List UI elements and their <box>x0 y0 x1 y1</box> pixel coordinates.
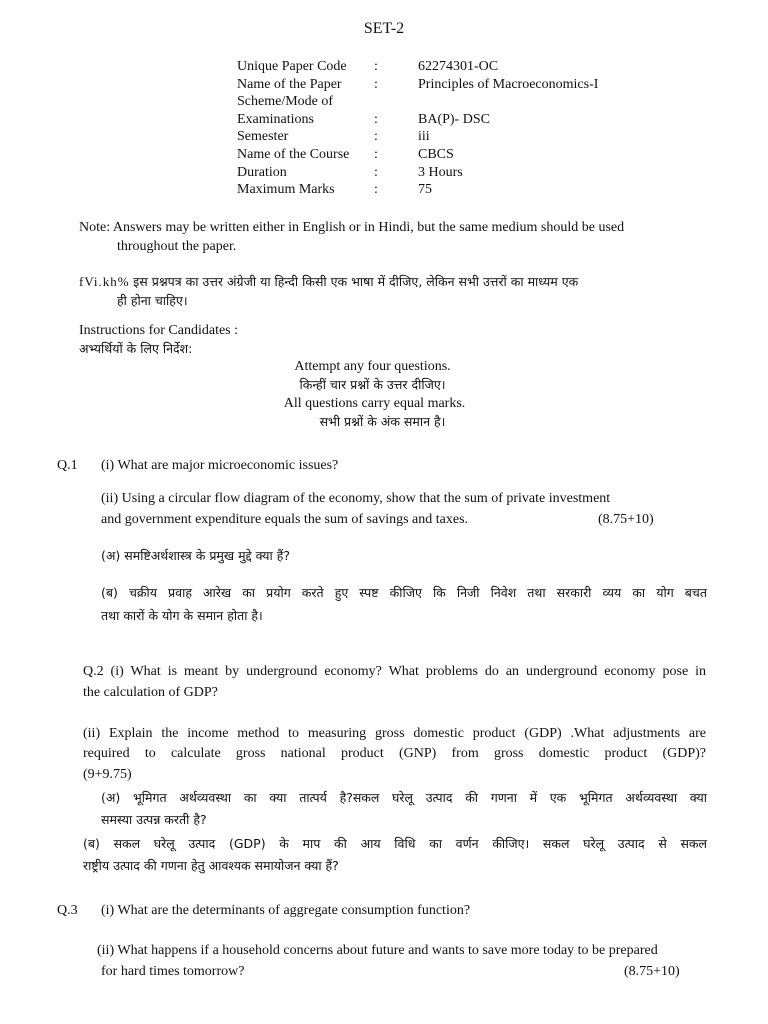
q1-hindi-part-b-line1 <box>101 584 707 602</box>
meta-label: Scheme/Mode of <box>237 94 334 110</box>
q2-part-ii-line1-text: (ii) Explain the income method to measuring gross domestic product (GDP) .What adjustments are <box>83 726 706 741</box>
instruction-equal-marks-hindi: सभी प्रश्नों के अंक समान है। <box>319 414 446 429</box>
meta-colon: : <box>374 182 378 198</box>
meta-colon: : <box>374 111 378 127</box>
q1-hindi-part-b-line2: तथा कारों के योग के समान होता है। <box>101 608 263 623</box>
q2-part-i-line1-text: Q.2 (i) What is meant by underground economy? What problems do an underground economy pose in <box>83 664 706 679</box>
meta-colon: : <box>374 59 378 74</box>
meta-value: BA(P)- DSC <box>418 111 490 127</box>
meta-label: Duration <box>237 164 287 180</box>
meta-label: Maximum Marks <box>237 182 335 198</box>
q2-part-i-line1 <box>83 663 706 681</box>
note-hindi-line1 <box>79 273 578 292</box>
q2-part-ii-line2 <box>83 745 706 763</box>
meta-colon: : <box>374 146 378 162</box>
set-title: SET-2 <box>363 20 405 37</box>
q3-marks: (8.75+10) <box>624 964 680 979</box>
instruction-attempt-four: Attempt any four questions. <box>294 359 451 374</box>
note-english-line1: Note: Answers may be written either in English or in Hindi, but the same medium should be used <box>79 220 625 235</box>
question-number-1: Q.1 <box>57 458 78 473</box>
q2-hindi-part-a-line1-text: (अ) भूमिगत अर्थव्यवस्था का क्या तात्पर्य है?सकल घरेलू उत्पाद की गणना में एक भूमिगत अर्थव्यवस्था क्या <box>101 790 707 805</box>
meta-value: iii <box>418 129 430 145</box>
meta-label: Semester <box>237 129 289 145</box>
q1-part-i: (i) What are major microeconomic issues? <box>101 458 339 473</box>
meta-row <box>237 164 598 182</box>
q3-part-ii-line1: (ii) What happens if a household concerns about future and wants to save more today to be prepared <box>97 943 658 958</box>
meta-value: 3 Hours <box>418 164 463 180</box>
q2-part-ii-line2-text: required to calculate gross national product (GNP) from gross domestic product (GDP)? <box>83 746 706 761</box>
paper-details <box>237 58 598 199</box>
instruction-equal-marks: All questions carry equal marks. <box>283 396 466 411</box>
note-hindi-line2: ही होना चाहिए। <box>117 293 188 308</box>
meta-label: Name of the Course <box>237 146 350 162</box>
q1-part-ii-line2: and government expenditure equals the sum of savings and taxes. <box>101 512 469 527</box>
meta-row <box>237 128 598 146</box>
meta-row <box>237 111 598 129</box>
q3-part-ii-line2: for hard times tomorrow? <box>101 964 245 979</box>
q2-hindi-part-a-line1 <box>101 789 707 807</box>
q2-hindi-part-a-line2: समस्या उत्पन्न करती है? <box>101 812 207 827</box>
meta-colon <box>374 93 418 111</box>
meta-label: Name of the Paper <box>237 76 342 92</box>
q2-marks: (9+9.75) <box>83 767 132 782</box>
note-hindi-text: इस प्रश्नपत्र का उत्तर अंग्रेजी या हिन्दी किसी एक भाषा में दीजिए, लेकिन सभी उत्तरों का माध्यम एक <box>133 274 579 289</box>
instructions-heading-hindi: अभ्यर्थियों के लिए निर्देश: <box>79 341 193 356</box>
q3-part-i: (i) What are the determinants of aggregate consumption function? <box>101 903 471 918</box>
instructions-heading: Instructions for Candidates : <box>79 323 239 338</box>
meta-colon: : <box>374 129 378 145</box>
q2-part-ii-line1 <box>83 725 706 743</box>
note-hindi-prefix: fVi.kh% <box>79 274 130 289</box>
q2-hindi-part-b-line1 <box>83 835 707 853</box>
q1-hindi-part-a: (अ) समष्टिअर्थशास्त्र के प्रमुख मुद्दे क्या हैं? <box>101 548 291 563</box>
q1-hindi-part-b-line1-text: (ब) चक्रीय प्रवाह आरेख का प्रयोग करते हुए स्पष्ट कीजिए कि निजी निवेश तथा सरकारी व्यय का योग बचत <box>101 585 707 600</box>
instruction-attempt-four-hindi: किन्हीं चार प्रश्नों के उत्तर दीजिए। <box>299 377 446 392</box>
q1-part-ii-line1: (ii) Using a circular flow diagram of the economy, show that the sum of private investment <box>101 491 611 506</box>
q2-hindi-part-b-line1-text: (ब) सकल घरेलू उत्पाद (GDP) के माप की आय विधि का वर्णन कीजिए। सकल घरेलू उत्पाद से सकल <box>83 836 707 851</box>
question-number-3: Q.3 <box>57 903 78 918</box>
meta-value: 75 <box>418 182 432 198</box>
q2-hindi-part-b-line2: राष्ट्रीय उत्पाद की गणना हेतु आवश्यक समायोजन क्या हैं? <box>83 858 339 873</box>
meta-colon: : <box>374 76 378 92</box>
q1-marks: (8.75+10) <box>598 512 654 527</box>
meta-label: Unique Paper Code <box>237 59 347 74</box>
meta-value: CBCS <box>418 146 454 162</box>
meta-colon: : <box>374 164 378 180</box>
meta-row <box>237 76 598 94</box>
meta-value: Principles of Macroeconomics-I <box>418 76 599 92</box>
meta-row <box>237 181 598 199</box>
note-english-line2: throughout the paper. <box>117 239 237 254</box>
meta-row <box>237 146 598 164</box>
meta-value: 62274301-OC <box>418 59 499 74</box>
meta-row <box>237 58 598 76</box>
meta-row <box>237 93 598 111</box>
meta-label: Examinations <box>237 111 314 127</box>
q2-part-i-line2: the calculation of GDP? <box>83 685 218 700</box>
